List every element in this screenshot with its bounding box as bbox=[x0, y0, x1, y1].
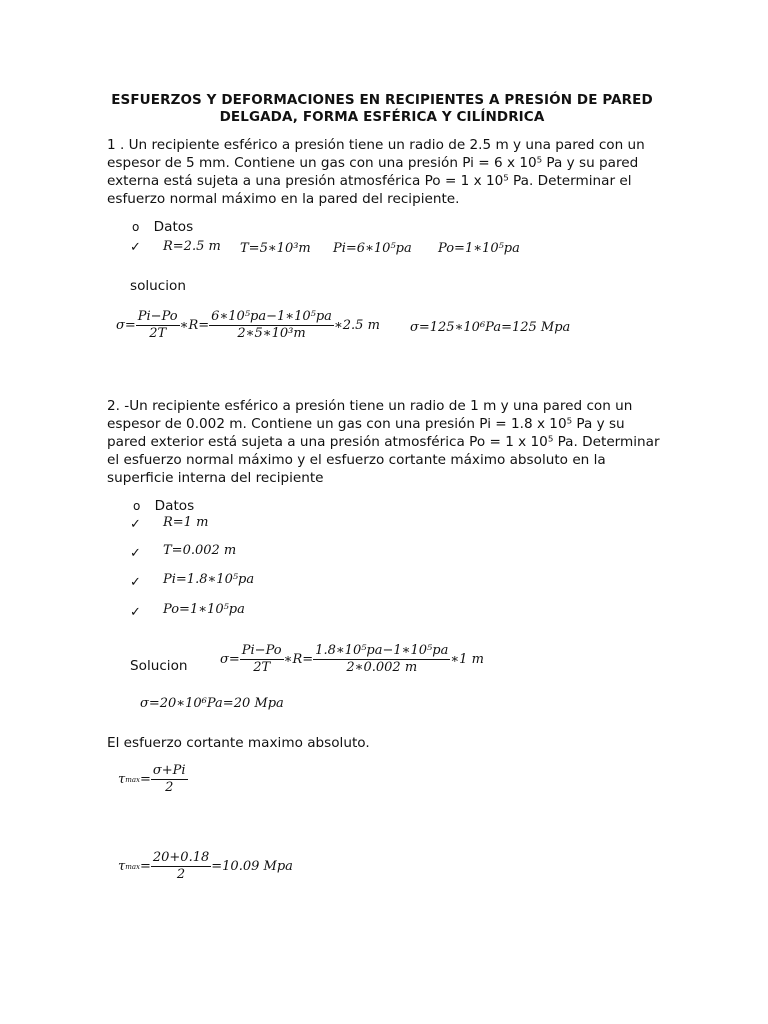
stress-formula-2 bbox=[220, 643, 484, 676]
numerator: 6∗10⁵pa−1∗10⁵pa bbox=[211, 309, 332, 324]
denominator: 2 bbox=[165, 780, 174, 795]
datos-row-1 bbox=[132, 218, 193, 236]
data-inner-pressure: Pi=1.8∗10⁵pa bbox=[163, 572, 255, 587]
check-icon: ✓ bbox=[130, 575, 141, 590]
fraction bbox=[151, 763, 188, 796]
formula-equals: = bbox=[139, 771, 151, 787]
check-icon: ✓ bbox=[130, 605, 141, 620]
denominator: 2∗0.002 m bbox=[346, 660, 418, 675]
data-radius: R=1 m bbox=[163, 515, 209, 530]
stress-result-1: σ=125∗10⁶Pa=125 Mpa bbox=[410, 320, 571, 335]
formula-mid: ∗R= bbox=[283, 651, 314, 667]
circle-bullet-icon: o bbox=[133, 499, 141, 513]
data-thickness: T=5∗10³m bbox=[240, 241, 311, 256]
problem-1-statement: 1 . Un recipiente esférico a presión tiene un radio de 2.5 m y una pared con un espesor de 5 mm. Contiene un gas con una presión Pi = 6 x 10⁵ Pa y su pared externa está sujeta a una presión atmosférica Po = 1 x 10⁵ Pa. Determinar el esfuerzo normal máximo en la pared del recipiente. bbox=[107, 137, 645, 207]
denominator: 2T bbox=[253, 660, 271, 675]
data-outer-pressure: Po=1∗10⁵pa bbox=[438, 241, 520, 256]
numerator: σ+Pi bbox=[152, 763, 186, 778]
fraction bbox=[151, 850, 211, 883]
numerator: 1.8∗10⁵pa−1∗10⁵pa bbox=[315, 643, 449, 658]
tau-subscript: max bbox=[125, 775, 140, 784]
check-icon: ✓ bbox=[130, 240, 141, 255]
shear-formula bbox=[118, 763, 188, 796]
formula-tail: ∗2.5 m bbox=[333, 317, 380, 333]
document-title: ESFUERZOS Y DEFORMACIONES EN RECIPIENTES A PRESIÓN DE PARED DELGADA, FORMA ESFÉRICA Y CILÍNDRICA bbox=[111, 92, 653, 125]
fraction bbox=[136, 309, 180, 342]
formula-equals: = bbox=[139, 858, 151, 874]
numerator: Pi−Po bbox=[241, 643, 282, 658]
solucion-label-2: Solucion bbox=[130, 658, 188, 674]
formula-tail: ∗1 m bbox=[450, 651, 484, 667]
fraction bbox=[313, 643, 450, 676]
stress-result-2: σ=20∗10⁶Pa=20 Mpa bbox=[140, 696, 284, 711]
shear-result-formula bbox=[118, 850, 293, 883]
cortante-label: El esfuerzo cortante maximo absoluto. bbox=[107, 735, 370, 751]
solucion-label-1: solucion bbox=[130, 278, 186, 294]
datos-label: Datos bbox=[154, 498, 195, 514]
datos-row-2 bbox=[133, 497, 194, 515]
fraction bbox=[209, 309, 334, 342]
data-inner-pressure: Pi=6∗10⁵pa bbox=[333, 241, 412, 256]
denominator: 2 bbox=[176, 867, 186, 882]
numerator: 20+0.18 bbox=[152, 850, 210, 865]
datos-label: Datos bbox=[153, 219, 194, 235]
denominator: 2T bbox=[149, 326, 167, 341]
formula-lhs: σ= bbox=[220, 651, 240, 667]
formula-lhs: σ= bbox=[116, 317, 136, 333]
fraction bbox=[240, 643, 284, 676]
circle-bullet-icon: o bbox=[132, 220, 140, 234]
datos-values-2 bbox=[130, 514, 530, 624]
problem-2-statement: 2. -Un recipiente esférico a presión tiene un radio de 1 m y una pared con un espesor de 0.002 m. Contiene un gas con una presión Pi = 1.8 x 10⁵ Pa y su pared exterior está sujeta a una presión atmosférica Po = 1 x 10⁵ Pa. Determinar el esfuerzo normal máximo y el esfuerzo cortante máximo absoluto en la superficie interna del recipiente bbox=[107, 398, 660, 486]
check-icon: ✓ bbox=[130, 517, 141, 532]
numerator: Pi−Po bbox=[137, 309, 178, 324]
data-outer-pressure: Po=1∗10⁵pa bbox=[163, 602, 245, 617]
data-radius: R=2.5 m bbox=[163, 239, 221, 254]
check-icon: ✓ bbox=[130, 546, 141, 561]
tau-subscript: max bbox=[125, 862, 140, 871]
data-thickness: T=0.002 m bbox=[163, 543, 237, 558]
denominator: 2∗5∗10³m bbox=[237, 326, 306, 341]
tau-symbol: τ bbox=[118, 858, 126, 874]
shear-result: =10.09 Mpa bbox=[211, 858, 293, 874]
tau-symbol: τ bbox=[118, 771, 126, 787]
stress-formula-1 bbox=[116, 309, 380, 342]
formula-mid: ∗R= bbox=[179, 317, 210, 333]
